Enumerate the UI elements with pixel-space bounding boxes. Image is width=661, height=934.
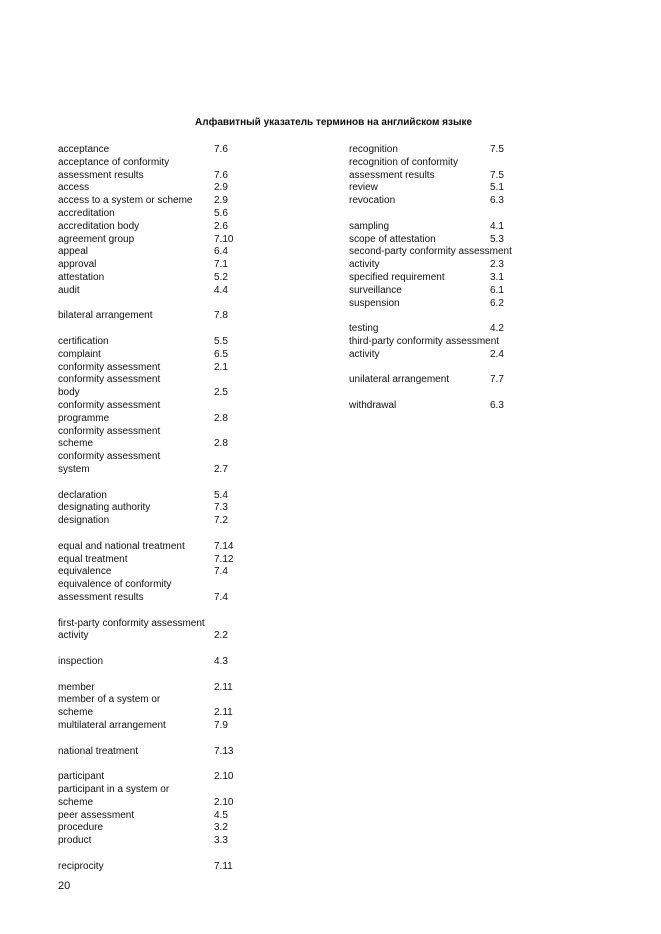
index-section-number: 7.14 [214, 540, 234, 552]
index-term: testing [349, 323, 379, 335]
index-term: recognition [349, 144, 398, 155]
index-section-number: 7.1 [214, 259, 228, 271]
index-term: conformity assessment [58, 374, 161, 386]
index-term: member of a system or [58, 694, 161, 706]
index-section-number: 5.5 [214, 336, 228, 347]
index-section-number: 5.2 [214, 272, 228, 283]
index-term: procedure [58, 822, 104, 834]
index-term: multilateral arrangement [58, 720, 166, 731]
index-term: third-party conformity assessment [349, 336, 500, 347]
index-term: activity [58, 630, 89, 642]
index-section-number: 6.1 [490, 284, 504, 296]
index-term: appeal [58, 246, 89, 258]
index-section-number: 2.2 [214, 630, 228, 642]
index-term: participant [58, 771, 105, 783]
index-section-number: 7.11 [214, 860, 233, 872]
index-term: equivalence of conformity [58, 579, 172, 591]
index-section-number: 7.13 [214, 745, 234, 757]
index-section-number: 4.2 [490, 323, 504, 335]
index-term: complaint [58, 348, 101, 360]
index-term: scheme [58, 796, 94, 808]
index-section-number: 2.4 [490, 348, 504, 360]
index-term: national treatment [58, 745, 139, 757]
index-section-number: 4.3 [214, 656, 228, 667]
index-section-number: 2.8 [214, 412, 228, 424]
index-term: peer assessment [58, 809, 135, 821]
index-section-number: 7.8 [214, 310, 228, 322]
index-term: assessment results [58, 592, 144, 603]
index-term: inspection [58, 656, 104, 667]
index-section-number: 6.2 [490, 297, 504, 309]
index-term: assessment results [349, 169, 435, 181]
index-section-number: 2.10 [214, 771, 234, 783]
index-term: audit [58, 284, 80, 296]
index-term: member [58, 681, 95, 693]
index-term: surveillance [349, 284, 402, 296]
index-term: conformity assessment [58, 400, 161, 411]
index-section-number: 4.4 [214, 284, 228, 296]
index-term: activity [349, 259, 380, 271]
index-section-number: 4.5 [214, 809, 228, 821]
index-section-number: 2.5 [214, 387, 228, 399]
index-section-number: 7.4 [214, 592, 228, 603]
index-section-number: 2.6 [214, 220, 228, 232]
index-term: equal treatment [58, 553, 128, 565]
index-term: specified requirement [349, 272, 445, 283]
index-section-number: 5.4 [214, 489, 228, 501]
index-section-number: 2.3 [490, 259, 504, 271]
index-term: conformity assessment [58, 361, 161, 373]
index-term: scheme [58, 707, 94, 719]
index-section-number: 3.3 [214, 835, 228, 847]
index-term: equivalence [58, 566, 112, 578]
index-term: accreditation body [58, 220, 140, 232]
index-section-number: 6.3 [490, 195, 504, 207]
index-term: reciprocity [58, 860, 104, 872]
index-section-number: 2.11 [214, 707, 233, 719]
index-term: equal and national treatment [58, 540, 185, 552]
index-section-number: 2.11 [214, 681, 233, 693]
index-term: withdrawal [349, 400, 397, 411]
index-term: access to a system or scheme [58, 195, 193, 207]
index-section-number: 7.6 [214, 144, 228, 155]
index-term: review [349, 182, 378, 194]
index-section-number: 6.5 [214, 348, 228, 360]
index-term: activity [349, 348, 380, 360]
index-section-number: 3.1 [490, 272, 504, 283]
index-term: assessment results [58, 169, 144, 181]
index-term: first-party conformity assessment [58, 617, 205, 629]
index-section-number: 2.9 [214, 195, 228, 207]
index-section-number: 7.7 [490, 374, 504, 386]
index-section-number: 6.3 [490, 400, 504, 411]
index-section-number: 3.2 [214, 822, 228, 834]
index-term: designating authority [58, 502, 151, 514]
index-term: scheme [58, 438, 94, 450]
index-section-number: 7.6 [214, 169, 228, 181]
index-term: body [58, 387, 80, 399]
index-section-number: 2.8 [214, 438, 228, 450]
index-section-number: 7.4 [214, 566, 228, 578]
index-section-number: 7.10 [214, 233, 234, 245]
index-section-number: 4.1 [490, 220, 504, 232]
index-section-number: 7.3 [214, 502, 228, 514]
index-term: unilateral arrangement [349, 374, 450, 386]
index-section-number: 5.1 [490, 182, 504, 194]
index-term: recognition of conformity [349, 156, 458, 168]
index-term: designation [58, 515, 110, 527]
index-term: suspension [349, 297, 400, 309]
index-term: participant in a system or [58, 784, 170, 795]
index-term: acceptance [58, 144, 110, 155]
index-term: conformity assessment [58, 425, 161, 437]
index-section-number: 6.4 [214, 246, 228, 258]
index-section-number: 7.5 [490, 169, 504, 181]
index-term: agreement group [58, 233, 135, 245]
index-term: accreditation [58, 208, 115, 219]
index-term: conformity assessment [58, 451, 161, 463]
index-section-number: 5.6 [214, 208, 228, 219]
index-section-number: 7.2 [214, 515, 228, 527]
index-term: certification [58, 336, 109, 347]
index-section-number: 2.9 [214, 182, 228, 194]
index-term: approval [58, 259, 97, 271]
index-term: bilateral arrangement [58, 310, 153, 322]
index-section-number: 2.1 [214, 361, 228, 373]
index-term: declaration [58, 489, 107, 501]
index-section-number: 7.9 [214, 720, 228, 731]
index-section-number: 2.7 [214, 464, 228, 475]
index-section-number: 7.12 [214, 553, 234, 565]
index-term: second-party conformity assessment [349, 246, 512, 258]
index-term: system [58, 464, 90, 475]
index-term: programme [58, 412, 110, 424]
index-term: scope of attestation [349, 233, 436, 245]
page-title: Алфавитный указатель терминов на английском языке [195, 117, 473, 128]
index-term: acceptance of conformity [58, 156, 170, 168]
page-number: 20 [58, 880, 71, 892]
index-term: product [58, 835, 92, 847]
index-section-number: 2.10 [214, 796, 234, 808]
index-term: access [58, 182, 90, 194]
index-section-number: 7.5 [490, 144, 504, 155]
index-term: attestation [58, 272, 105, 283]
index-term: revocation [349, 195, 396, 207]
index-section-number: 5.3 [490, 233, 504, 245]
index-term: sampling [349, 220, 390, 232]
